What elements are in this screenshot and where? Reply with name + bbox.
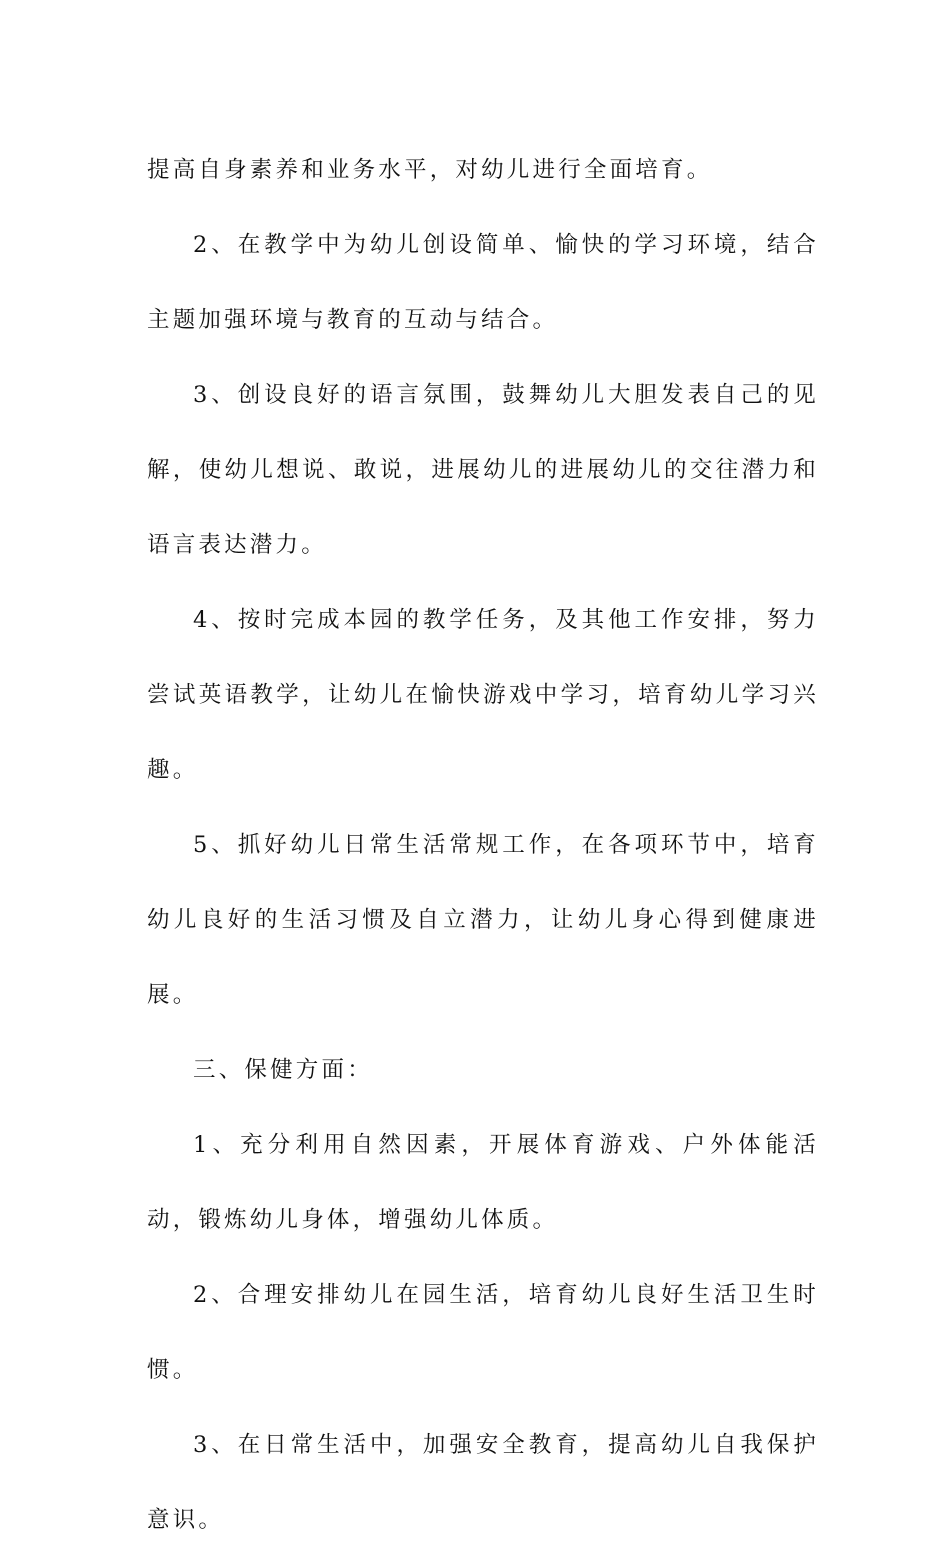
- paragraph-item-3-language: 3、创设良好的语言氛围，鼓舞幼儿大胆发表自己的见解，使幼儿想说、敢说，进展幼儿的进展幼儿的交往潜力和语言表达潜力。: [147, 382, 819, 558]
- paragraph-health-item-3: 3、在日常生活中，加强安全教育，提高幼儿自我保护意识。: [147, 1432, 819, 1533]
- paragraph-health-item-1: 1、充分利用自然因素，开展体育游戏、户外体能活动，锻炼幼儿身体，增强幼儿体质。: [147, 1132, 819, 1233]
- paragraph-item-4-teaching-tasks: 4、按时完成本园的教学任务，及其他工作安排，努力尝试英语教学，让幼儿在愉快游戏中学习，培育幼儿学习兴趣。: [147, 607, 819, 783]
- paragraph-health-item-2: 2、合理安排幼儿在园生活，培育幼儿良好生活卫生时惯。: [147, 1282, 819, 1383]
- section-heading-health: 三、保健方面：: [193, 1057, 373, 1083]
- paragraph-item-2-environment: 2、在教学中为幼儿创设简单、愉快的学习环境，结合主题加强环境与教育的互动与结合。: [147, 232, 819, 333]
- paragraph-continuation: 提高自身素养和业务水平，对幼儿进行全面培育。: [147, 157, 713, 183]
- paragraph-item-5-routine: 5、抓好幼儿日常生活常规工作，在各项环节中，培育幼儿良好的生活习惯及自立潜力，让幼儿身心得到健康进展。: [147, 832, 819, 1008]
- document-body: [147, 133, 819, 1558]
